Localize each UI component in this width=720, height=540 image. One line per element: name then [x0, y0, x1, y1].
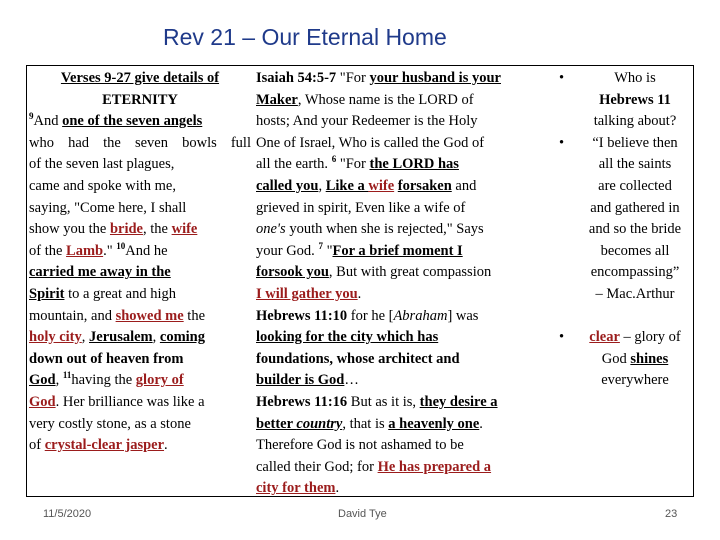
verse-line: One of Israel, Who is called the God of [256, 134, 485, 151]
verse-line: of the seven last plagues, [29, 156, 175, 173]
verse-line: who had the seven bowls full [29, 134, 251, 151]
verse-line: Maker, Whose name is the LORD of [256, 91, 474, 108]
footer-date: 11/5/2020 [43, 508, 92, 520]
verse-line: God, $^{11}$having the glory of [29, 370, 184, 389]
verse-line: city for them. [256, 480, 340, 497]
verse-line: foundations, whose architect and [256, 350, 460, 367]
slide-title: Rev 21 – Our Eternal Home [163, 24, 447, 50]
verse-line: Isaiah 54:5-7 "For your husband is your [256, 70, 501, 86]
verse-line: of crystal-clear jasper. [29, 437, 168, 454]
heading-line: ETERNITY [102, 91, 178, 108]
footer-author: David Tye [338, 508, 387, 520]
cross-reference-column [256, 68, 560, 500]
verse-line: looking for the city which has [256, 329, 439, 346]
revelation-column [29, 68, 251, 457]
verse-line: Therefore God is not ashamed to be [256, 437, 464, 454]
verse-line: grieved in spirit, Even like a wife of [256, 199, 466, 216]
verse-line: $^9$And one of the seven angels [29, 111, 203, 130]
heading-line: Verses 9-27 give details of [60, 70, 220, 86]
verse-line: Hebrews 11:10 for he [Abraham] was [256, 307, 479, 324]
footer-page-number: 23 [665, 508, 678, 520]
verse-line: Hebrews 11:16 But as it is, they desire a [256, 393, 498, 410]
verse-line: called you, Like a wife forsaken and [256, 177, 477, 194]
bullet-icon: • [559, 134, 565, 151]
verse-line: I will gather you. [256, 285, 362, 302]
verse-line: better country, that is a heavenly one. [256, 415, 483, 432]
content-table [26, 65, 694, 497]
verse-line: carried me away in the [29, 264, 171, 281]
verse-line: called their God; for He has prepared a [256, 458, 492, 475]
verse-line: God. Her brilliance was like a [29, 393, 205, 410]
note-bullet: • “I believe then all the saints are collected and gathered in and so the bride becomes all encompassing” – Mac.Arthur [559, 134, 682, 302]
verse-line: mountain, and showed me the [29, 307, 206, 324]
verse-line: your God. $^7$ "For a brief moment I [256, 240, 463, 259]
verse-line: of the Lamb." $^{10}$And he [29, 240, 168, 259]
notes-column [559, 68, 695, 392]
verse-line: builder is God… [256, 372, 359, 389]
verse-line: one's youth when she is rejected," Says [256, 221, 484, 238]
verse-line: down out of heaven from [29, 350, 184, 367]
bullet-icon: • [559, 329, 565, 346]
verse-line: Spirit to a great and high [29, 285, 176, 302]
bullet-icon: • [559, 70, 565, 86]
verse-line: holy city, Jerusalem, coming [29, 329, 205, 346]
note-bullet: • clear – glory of God shines everywhere [559, 329, 681, 389]
verse-line: hosts; And your Redeemer is the Holy [256, 113, 478, 130]
verse-line: saying, "Come here, I shall [29, 199, 187, 216]
verse-line: show you the bride, the wife [29, 221, 198, 238]
verse-line: came and spoke with me, [29, 177, 176, 194]
verse-line: all the earth. $^6$ "For the LORD has [256, 154, 459, 173]
verse-line: very costly stone, as a stone [29, 415, 191, 432]
verse-line: forsook you, But with great compassion [256, 264, 492, 281]
note-bullet: • Who is Hebrews 11 talking about? [559, 70, 677, 130]
